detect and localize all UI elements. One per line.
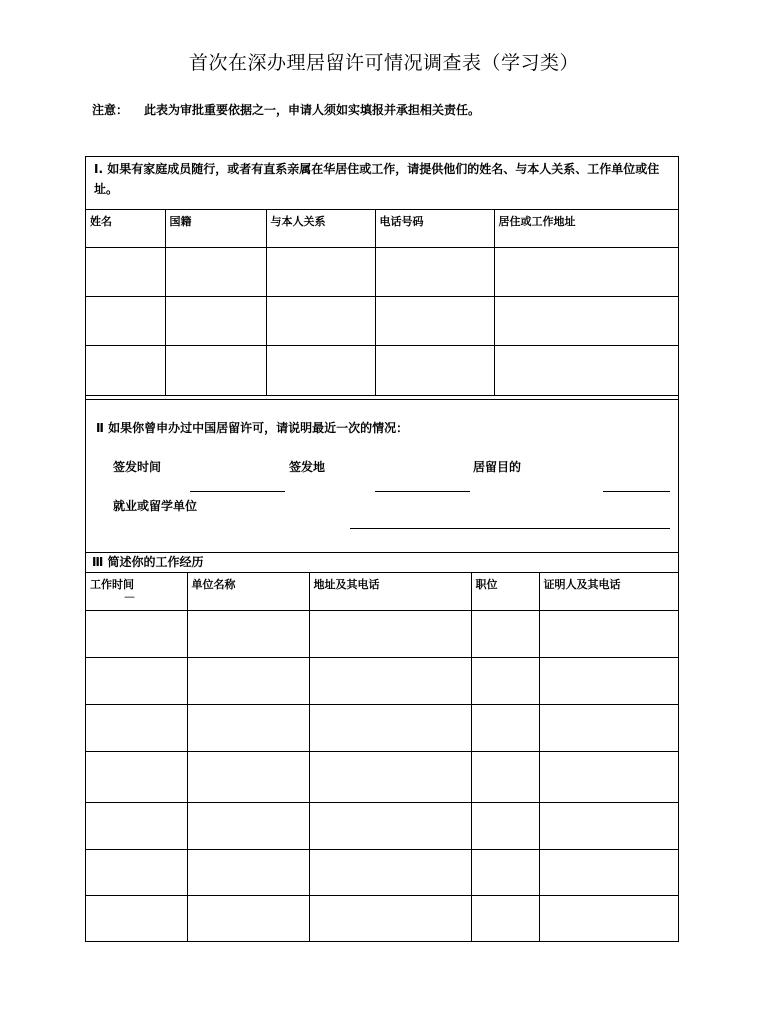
cell-input[interactable] xyxy=(86,896,187,942)
cell-input[interactable] xyxy=(86,705,187,752)
col-address-phone: 地址及其电话 xyxy=(309,573,471,611)
cell-input[interactable] xyxy=(471,803,539,850)
notice-label: 注意： xyxy=(92,103,129,117)
cell-input[interactable] xyxy=(187,752,309,803)
cell-input[interactable] xyxy=(494,297,678,346)
employer-label: 就业或留学单位 xyxy=(113,499,198,513)
cell-input[interactable] xyxy=(539,896,678,942)
cell-input[interactable] xyxy=(309,658,471,705)
cell-input[interactable] xyxy=(266,297,375,346)
section-previous-permit xyxy=(85,399,679,552)
employer-field[interactable] xyxy=(350,528,670,529)
work-header-row xyxy=(86,573,678,611)
col-employer: 单位名称 xyxy=(187,573,309,611)
col-name: 姓名 xyxy=(86,210,165,248)
cell-input[interactable] xyxy=(266,346,375,396)
cell-input[interactable] xyxy=(471,658,539,705)
section-family-heading: Ⅰ. 如果有家庭成员随行，或者有直系亲属在华居住或工作，请提供他们的姓名、与本人关系、工作单位或住址。 xyxy=(94,162,660,196)
section-work-history xyxy=(85,552,679,942)
cell-input[interactable] xyxy=(471,752,539,803)
work-row xyxy=(86,611,678,658)
work-row xyxy=(86,896,678,942)
cell-input[interactable] xyxy=(86,850,187,896)
cell-input[interactable] xyxy=(375,248,494,297)
cell-input[interactable] xyxy=(165,346,266,396)
work-row xyxy=(86,752,678,803)
cell-input[interactable] xyxy=(539,803,678,850)
issue-place-field[interactable] xyxy=(375,491,470,492)
cell-input[interactable] xyxy=(187,850,309,896)
cell-input[interactable] xyxy=(86,248,165,297)
cell-input[interactable] xyxy=(539,658,678,705)
cell-input[interactable] xyxy=(375,346,494,396)
work-time-dash: — xyxy=(124,590,135,603)
purpose-field[interactable] xyxy=(603,491,670,492)
family-header-row xyxy=(86,210,678,248)
cell-input[interactable] xyxy=(165,297,266,346)
cell-input[interactable] xyxy=(187,705,309,752)
cell-input[interactable] xyxy=(539,752,678,803)
work-row xyxy=(86,803,678,850)
col-relationship: 与本人关系 xyxy=(266,210,375,248)
family-row xyxy=(86,248,678,297)
section-permit-heading: Ⅱ 如果你曾申办过中国居留许可，请说明最近一次的情况： xyxy=(96,421,409,435)
col-work-time xyxy=(86,573,187,611)
work-row xyxy=(86,658,678,705)
cell-input[interactable] xyxy=(471,850,539,896)
cell-input[interactable] xyxy=(494,248,678,297)
col-address: 居住或工作地址 xyxy=(494,210,678,248)
cell-input[interactable] xyxy=(309,611,471,658)
cell-input[interactable] xyxy=(471,896,539,942)
cell-input[interactable] xyxy=(86,752,187,803)
work-history-table xyxy=(86,572,678,942)
section-family xyxy=(85,156,679,399)
cell-input[interactable] xyxy=(309,752,471,803)
cell-input[interactable] xyxy=(309,896,471,942)
form-title: 首次在深办理居留许可情况调查表（学习类） xyxy=(188,52,579,74)
cell-input[interactable] xyxy=(309,803,471,850)
cell-input[interactable] xyxy=(539,705,678,752)
section-work-heading: Ⅲ 简述你的工作经历 xyxy=(92,555,204,569)
issue-date-field[interactable] xyxy=(190,491,285,492)
purpose-label: 居留目的 xyxy=(473,460,522,474)
cell-input[interactable] xyxy=(86,611,187,658)
cell-input[interactable] xyxy=(494,346,678,396)
issue-date-label: 签发时间 xyxy=(113,460,162,474)
col-phone: 电话号码 xyxy=(375,210,494,248)
cell-input[interactable] xyxy=(309,705,471,752)
cell-input[interactable] xyxy=(86,803,187,850)
cell-input[interactable] xyxy=(266,248,375,297)
cell-input[interactable] xyxy=(86,297,165,346)
col-position: 职位 xyxy=(471,573,539,611)
cell-input[interactable] xyxy=(165,248,266,297)
cell-input[interactable] xyxy=(539,850,678,896)
col-work-time-label: 工作时间 xyxy=(90,578,134,591)
cell-input[interactable] xyxy=(187,803,309,850)
cell-input[interactable] xyxy=(187,896,309,942)
notice xyxy=(92,101,480,118)
cell-input[interactable] xyxy=(86,658,187,705)
cell-input[interactable] xyxy=(539,611,678,658)
family-row xyxy=(86,346,678,396)
cell-input[interactable] xyxy=(375,297,494,346)
family-table xyxy=(86,209,678,396)
work-row xyxy=(86,705,678,752)
work-row xyxy=(86,850,678,896)
col-reference: 证明人及其电话 xyxy=(539,573,678,611)
col-nationality: 国籍 xyxy=(165,210,266,248)
cell-input[interactable] xyxy=(309,850,471,896)
cell-input[interactable] xyxy=(187,658,309,705)
cell-input[interactable] xyxy=(471,705,539,752)
cell-input[interactable] xyxy=(471,611,539,658)
family-row xyxy=(86,297,678,346)
issue-place-label: 签发地 xyxy=(289,460,326,474)
cell-input[interactable] xyxy=(86,346,165,396)
notice-text: 此表为审批重要依据之一，申请人须如实填报并承担相关责任。 xyxy=(144,103,481,117)
cell-input[interactable] xyxy=(187,611,309,658)
